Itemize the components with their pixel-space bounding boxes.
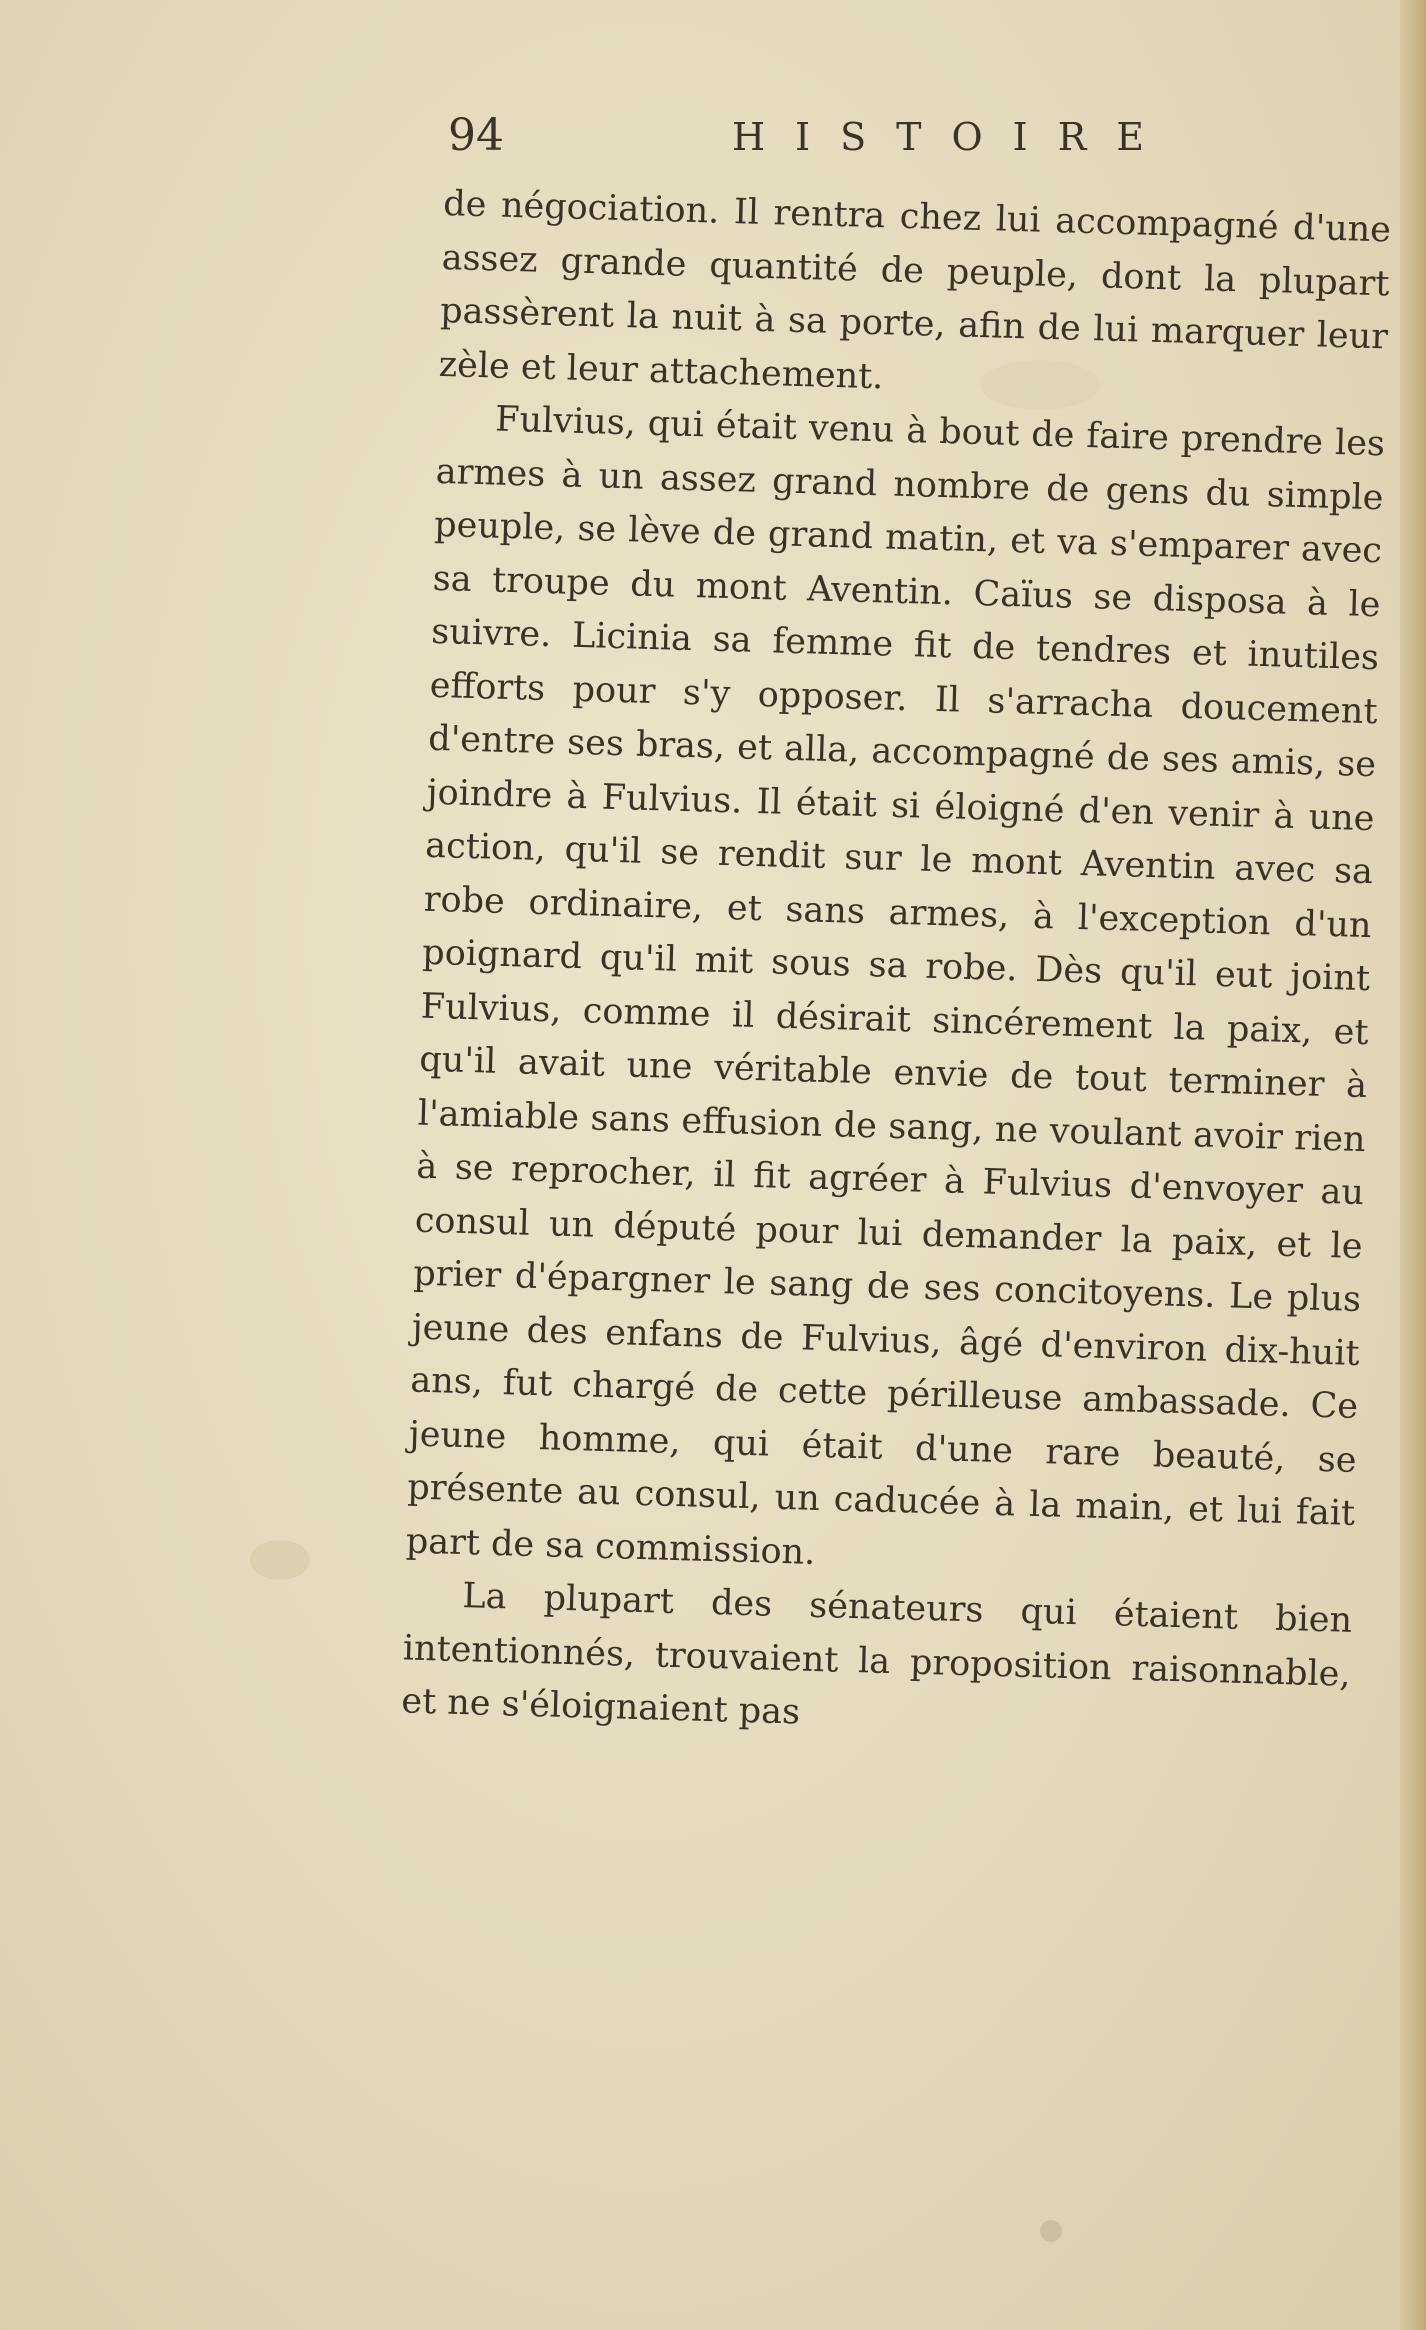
running-head: HISTOIRE	[732, 115, 1175, 159]
page-number: 94	[448, 110, 504, 161]
page-header	[448, 108, 1408, 178]
paragraph: La plupart des sénateurs qui étaient bien intentionnés, trouvaient la proposition raisonnable, et ne s'éloignaient pas	[400, 1576, 1353, 1733]
paragraph: Fulvius, qui était venu à bout de faire prendre les armes à un assez grand nombre de gens du simple peuple, se lève de grand matin, et va s'emparer avec sa troupe du mont Aventin. Caïus se disposa à le suivre. Licinia sa femme fit de tendres et inutiles efforts pour s'y opposer. Il s'arracha doucement d'entre ses bras, et alla, accompagné de ses amis, se joindre à Fulvius. Il était si éloigné d'en venir à une action, qu'il se rendit sur le mont Aventin avec sa robe ordinaire, et sans armes, à l'exception d'un poignard qu'il mit sous sa robe. Dès qu'il eut joint Fulvius, comme il désirait sincérement la paix, et qu'il avait une véritable envie de tout terminer à l'amiable sans effusion de sang, ne voulant avoir rien à se reprocher, il fit agréer à Fulvius d'envoyer au consul un député pour lui demander la paix, et le prier d'épargner le sang de ses concitoyens. Le plus jeune des enfans de Fulvius, âgé d'environ dix-huit ans, fut chargé de cette périlleuse ambassade. Ce jeune homme, qui était d'une rare beauté, se présente au consul, un caducée à la main, et lui fait part de sa commission.	[405, 399, 1386, 1573]
paragraph: de négociation. Il rentra chez lui accompagné d'une assez grande quantité de peuple, dont la plupart passèrent la nuit à sa porte, afin de lui marquer leur zèle et leur attachement.	[438, 183, 1392, 397]
body-text	[401, 178, 1392, 1755]
page-fore-edge	[1400, 0, 1426, 2330]
paper-stain	[1040, 2220, 1062, 2242]
paper-stain	[250, 1540, 310, 1580]
